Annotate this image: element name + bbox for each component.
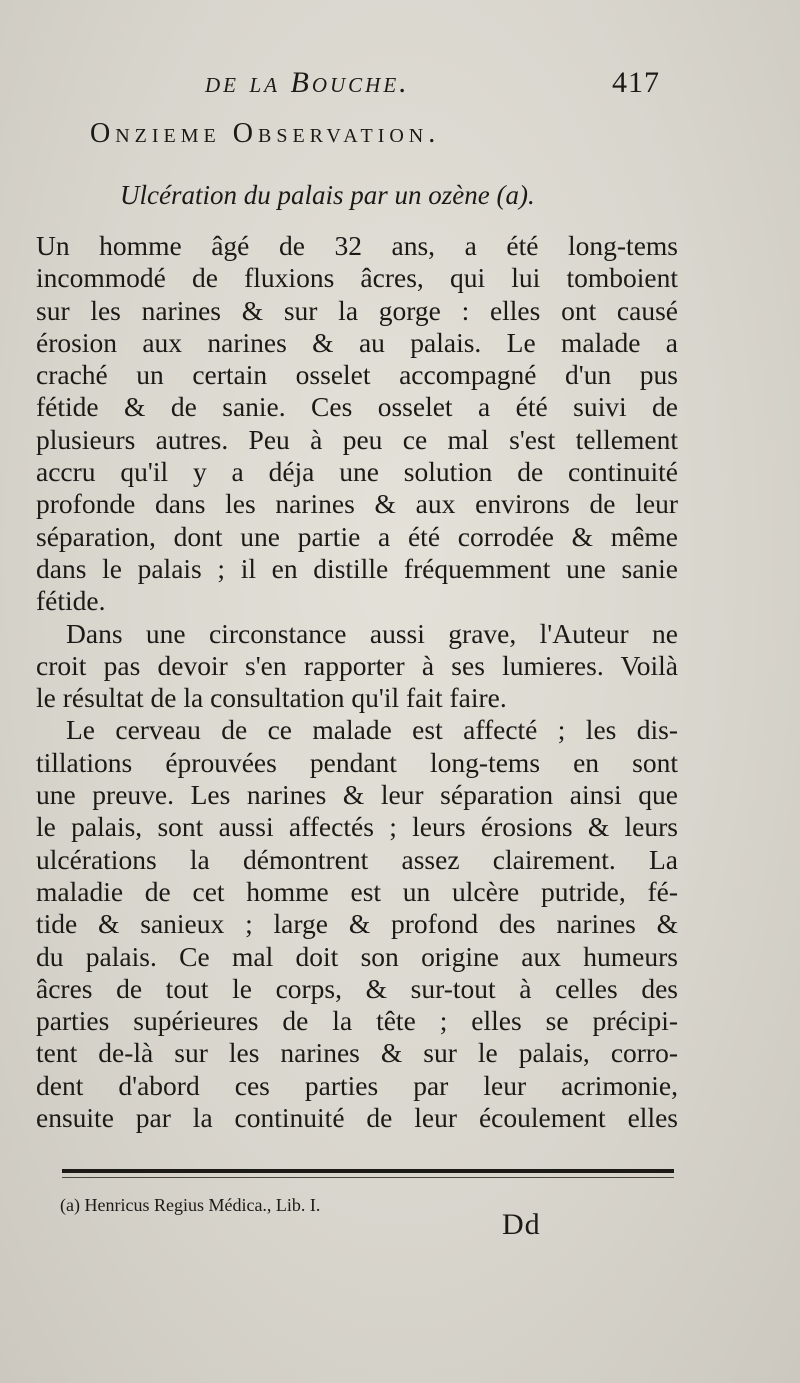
text-line: Le cerveau de ce malade est affecté ; les dis- bbox=[66, 714, 678, 746]
running-head bbox=[0, 66, 800, 106]
text-line: le résultat de la consultation qu'il fait faire. bbox=[36, 682, 507, 714]
text-line: tent de-là sur les narines & sur le palais, corro- bbox=[36, 1037, 678, 1069]
text-line: incommodé de fluxions âcres, qui lui tomboient bbox=[36, 262, 678, 294]
text-line: dans le palais ; il en distille fréquemment une sanie bbox=[36, 552, 678, 584]
text-line: âcres de tout le corps, & sur-tout à celles des bbox=[36, 972, 678, 1004]
footnote-rule bbox=[62, 1169, 674, 1173]
text-line: fétide. bbox=[36, 585, 106, 617]
footnote-rule-thin bbox=[62, 1177, 674, 1178]
text-line: fétide & de sanie. Ces osselet a été suivi de bbox=[36, 391, 678, 423]
observation-subtitle: Ulcération du palais par un ozène (a). bbox=[120, 180, 535, 210]
text-line: croit pas devoir s'en rapporter à ses lumieres. Voilà bbox=[36, 649, 678, 681]
text-line: craché un certain osselet accompagné d'un pus bbox=[36, 359, 678, 391]
text-line: parties supérieures de la tête ; elles se précipi- bbox=[36, 1005, 678, 1037]
text-line: une preuve. Les narines & leur séparation ainsi que bbox=[36, 779, 678, 811]
text-line: maladie de cet homme est un ulcère putride, fé- bbox=[36, 875, 678, 907]
text-line: tillations éprouvées pendant long-tems en sont bbox=[36, 746, 678, 778]
paragraph-1 bbox=[36, 230, 678, 618]
text-line: sur les narines & sur la gorge : elles ont causé bbox=[36, 294, 678, 326]
body-text bbox=[36, 230, 678, 1134]
text-line: du palais. Ce mal doit son origine aux humeurs bbox=[36, 940, 678, 972]
text-line: tide & sanieux ; large & profond des narines & bbox=[36, 908, 678, 940]
text-line: profonde dans les narines & aux environs de leur bbox=[36, 488, 678, 520]
text-line: érosion aux narines & au palais. Le malade a bbox=[36, 326, 678, 358]
page-number: 417 bbox=[612, 66, 660, 99]
observation-heading: Onzieme Observation. bbox=[90, 118, 441, 149]
text-line: accru qu'il y a déja une solution de continuité bbox=[36, 456, 678, 488]
text-line: ulcérations la démontrent assez clairement. La bbox=[36, 843, 678, 875]
text-line: Dans une circonstance aussi grave, l'Auteur ne bbox=[66, 617, 678, 649]
text-line: Un homme âgé de 32 ans, a été long-tems bbox=[36, 230, 678, 261]
text-line: ensuite par la continuité de leur écoulement elles bbox=[36, 1102, 678, 1134]
running-title: de la Bouche. bbox=[205, 66, 410, 99]
paragraph-2 bbox=[36, 618, 678, 715]
signature-mark: Dd bbox=[502, 1208, 541, 1241]
paragraph-3 bbox=[36, 714, 678, 1134]
text-line: dent d'abord ces parties par leur acrimonie, bbox=[36, 1069, 678, 1101]
text-line: le palais, sont aussi affectés ; leurs érosions & leurs bbox=[36, 811, 678, 843]
text-line: plusieurs autres. Peu à peu ce mal s'est tellement bbox=[36, 423, 678, 455]
text-line: séparation, dont une partie a été corrodée & même bbox=[36, 520, 678, 552]
footnote: (a) Henricus Regius Médica., Lib. I. bbox=[60, 1195, 321, 1215]
